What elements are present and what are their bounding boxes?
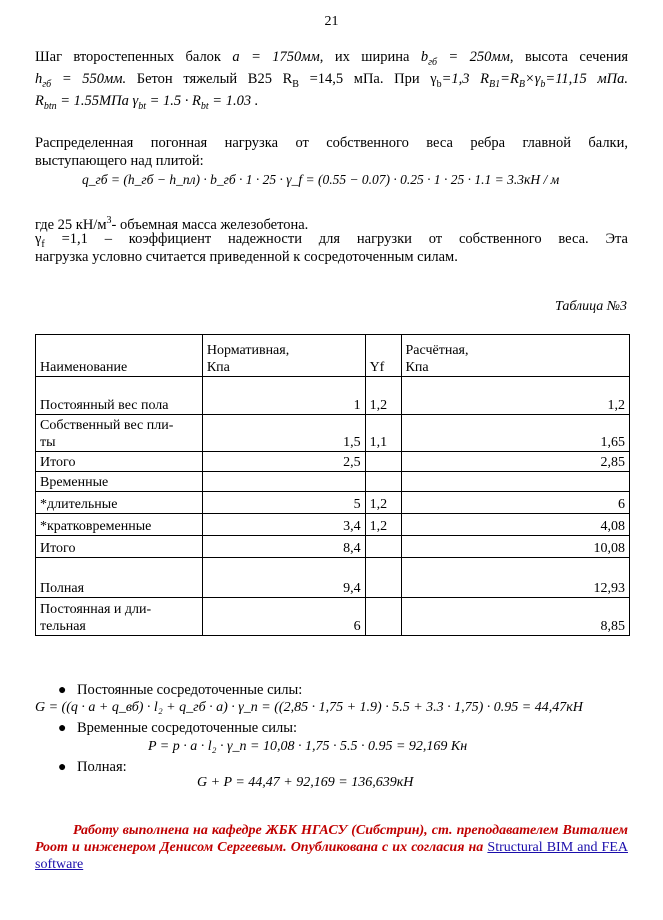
header-calc: Расчётная, Кпа	[401, 335, 629, 377]
para3-line2: $\gamma_f =1,1$ – коэффициент надежности для нагрузки от собственного веса. Эта	[35, 231, 628, 250]
table-row	[36, 452, 630, 472]
row-normative: 8,4	[202, 536, 365, 558]
table-row	[36, 377, 630, 415]
header-normative: Нормативная, Кпа	[202, 335, 365, 377]
row-name: Временные	[36, 472, 203, 492]
para3-line1: где 25 $кН/м^3-$ объемная масса железобетона.	[35, 215, 309, 233]
footer-credit	[35, 822, 628, 873]
bullet-dot: ●	[58, 683, 67, 698]
para2-line2: выступающего над плитой:	[35, 153, 204, 169]
text: , их ширина	[319, 49, 410, 65]
footer-text: Работу выполнена на кафедре ЖБК НГАСУ (Сибстрин), ст. преподавателем Виталием Роот и инженером Денисом Сергеевым. Опубликована с их согласия на	[35, 823, 628, 855]
row-gf	[365, 452, 401, 472]
formula-g: G = ((q · a + q_вб) · l₂ + q_гб · a) · γ_n = ((2,85 · 1,75 + 1.9) · 5.5 + 3.3 · 1,75) · 0.95 = 44,47кН	[35, 700, 583, 715]
para3-line3: нагрузка условно считается приведенной к сосредоточенным силам.	[35, 249, 458, 265]
text: , высота сечения	[509, 49, 629, 65]
header-gf: Yf	[365, 335, 401, 377]
row-calc	[401, 472, 629, 492]
formula-total: G + P = 44,47 + 92,169 = 136,639кН	[197, 775, 414, 790]
bullet-temporary-label: Временные сосредоточенные силы:	[77, 720, 297, 736]
text: Шаг второстепенных балок	[35, 49, 221, 65]
row-gf	[365, 558, 401, 598]
table-caption: Таблица №3	[555, 299, 627, 314]
row-gf: 1,2	[365, 377, 401, 415]
row-normative: 5	[202, 492, 365, 514]
table-row	[36, 415, 630, 452]
row-calc: 1,65	[401, 415, 629, 452]
formula-h: $h_{гб} = 550мм$.	[35, 71, 127, 90]
row-normative: 9,4	[202, 558, 365, 598]
table-header-row	[36, 335, 630, 377]
row-gf	[365, 598, 401, 636]
formula-a: a = 1750мм	[232, 49, 320, 65]
row-normative: 1,5	[202, 415, 365, 452]
page-number: 21	[324, 14, 339, 29]
row-calc: 8,85	[401, 598, 629, 636]
bullet-total-label: Полная:	[77, 759, 127, 775]
table-row	[36, 598, 630, 636]
para1-line2: $h_{гб} = 550мм$. Бетон тяжелый В25 $R_B =14,5$ мПа. При $\gamma_b=1,3$ $R_{B1}=R_B\times\gamma_b=11,15$ мПа.	[35, 71, 628, 90]
row-name: *кратковременные	[36, 514, 203, 536]
row-calc: 6	[401, 492, 629, 514]
bullet-dot: ●	[58, 721, 67, 736]
row-gf: 1,1	[365, 415, 401, 452]
row-name: *длительные	[36, 492, 203, 514]
row-name: Постоянный вес пола	[36, 377, 203, 415]
row-normative: 6	[202, 598, 365, 636]
row-calc: 12,93	[401, 558, 629, 598]
table-row	[36, 472, 630, 492]
row-calc: 10,08	[401, 536, 629, 558]
row-name: Итого	[36, 536, 203, 558]
table-row	[36, 536, 630, 558]
table-row	[36, 558, 630, 598]
bullet-dot: ●	[58, 760, 67, 775]
para1-line3: $R_{btn} = 1.55МПа$ $\gamma_{bt} = 1.5 \cdot R_{bt} = 1.03$ .	[35, 93, 259, 112]
row-normative: 2,5	[202, 452, 365, 472]
para2-line1: Распределенная погонная нагрузка от собственного веса ребра главной балки,	[35, 135, 628, 151]
loads-table	[35, 334, 630, 636]
formula-q: q_гб = (h_гб − h_пл) · b_гб · 1 · 25 · γ_f = (0.55 − 0.07) · 0.25 · 1 · 25 · 1.1 = 3.3кН / м	[82, 172, 560, 187]
row-gf	[365, 472, 401, 492]
bullet-permanent-label: Постоянные сосредоточенные силы:	[77, 682, 303, 698]
row-name: Постоянная и дли- тельная	[36, 598, 203, 636]
row-calc: 4,08	[401, 514, 629, 536]
row-calc: 2,85	[401, 452, 629, 472]
formula-b: $b_{гб} = 250мм$	[420, 49, 510, 68]
table-row	[36, 492, 630, 514]
row-normative: 3,4	[202, 514, 365, 536]
row-name: Полная	[36, 558, 203, 598]
row-gf: 1,2	[365, 514, 401, 536]
row-gf	[365, 536, 401, 558]
row-calc: 1,2	[401, 377, 629, 415]
row-name: Собственный вес пли- ты	[36, 415, 203, 452]
row-normative: 1	[202, 377, 365, 415]
row-name: Итого	[36, 452, 203, 472]
footer-link[interactable]: Structural BIM and FEA software	[35, 840, 628, 872]
header-name: Наименование	[36, 335, 203, 377]
formula-p: P = p · a · l₂ · γ_n = 10,08 · 1,75 · 5.5 · 0.95 = 92,169 Кн	[148, 739, 468, 754]
row-gf: 1,2	[365, 492, 401, 514]
para1-line1	[35, 48, 628, 72]
row-normative	[202, 472, 365, 492]
table-row	[36, 514, 630, 536]
